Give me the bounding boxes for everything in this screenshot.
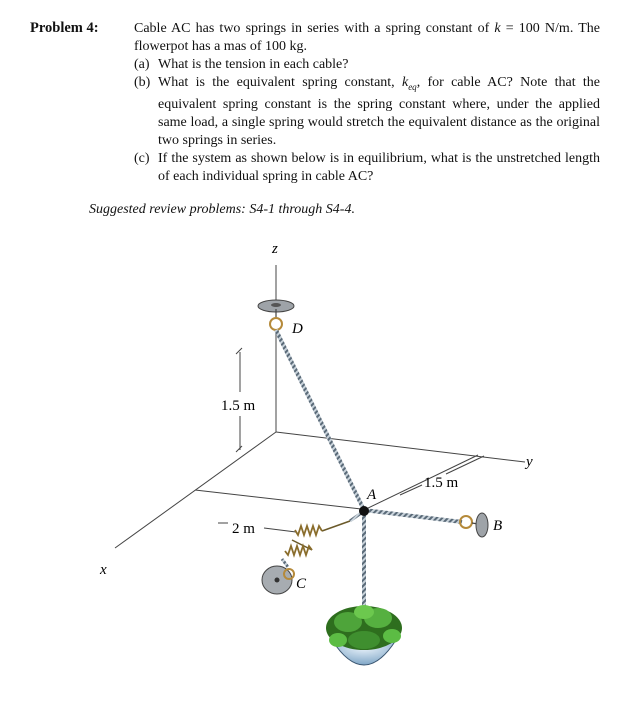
point-D-label: D [292, 321, 303, 337]
part-c-text: If the system as shown below is in equilibrium, what is the unstretched length of each individual spring in cable AC? [158, 150, 600, 184]
y-axis-label: y [526, 454, 533, 470]
statement-text-2: = 100 N/m. The flowerpot has a mas of 100 kg. [134, 21, 600, 54]
part-a-letter: (a) [134, 57, 150, 72]
point-C-label: C [296, 576, 307, 592]
x-axis-label: x [100, 562, 107, 578]
wall-mount-B [460, 513, 488, 537]
part-c-letter: (c) [134, 150, 150, 166]
point-B-label: B [493, 518, 503, 534]
y-axis-line [276, 432, 525, 462]
joint-A [359, 506, 369, 516]
part-b-text-2: , for cable AC? Note that the equivalent spring constant is the spring constant where, under the applied same load, a single spring would stretch the equivalent distance as the original two springs in series. [158, 75, 600, 148]
part-b-text-1: What is the equivalent spring constant, [158, 75, 402, 90]
spring-constant-symbol: k [494, 21, 501, 36]
dimension-x [218, 523, 296, 532]
floor-line-1 [195, 490, 370, 510]
flowerpot [326, 605, 402, 665]
ceiling-mount-D [258, 300, 294, 330]
part-a-text: What is the tension in each cable? [158, 57, 349, 72]
cable-AB [364, 510, 462, 522]
keq-subscript: eq [408, 81, 417, 92]
statement-text-1: Cable AC has two springs in series with a spring constant of [134, 21, 495, 36]
spring-1 [295, 526, 322, 535]
spring-2 [285, 546, 312, 555]
wall-mount-C [262, 566, 294, 594]
cable-AC-with-springs [282, 511, 364, 567]
part-b-letter: (b) [134, 75, 151, 90]
dimension-y-label: 1.5 m [424, 475, 459, 491]
point-A-label: A [367, 487, 377, 503]
cable-AD [276, 330, 364, 510]
keq-symbol: k [401, 75, 409, 90]
dimension-vertical-label: 1.5 m [221, 398, 256, 414]
problem-label: Problem 4: [30, 20, 99, 36]
floor-line-2 [364, 455, 478, 510]
dimension-x-label: 2 m [232, 521, 255, 537]
suggested-review: Suggested review problems: S4-1 through S4-4. [89, 202, 355, 217]
z-axis-label: z [272, 241, 278, 257]
